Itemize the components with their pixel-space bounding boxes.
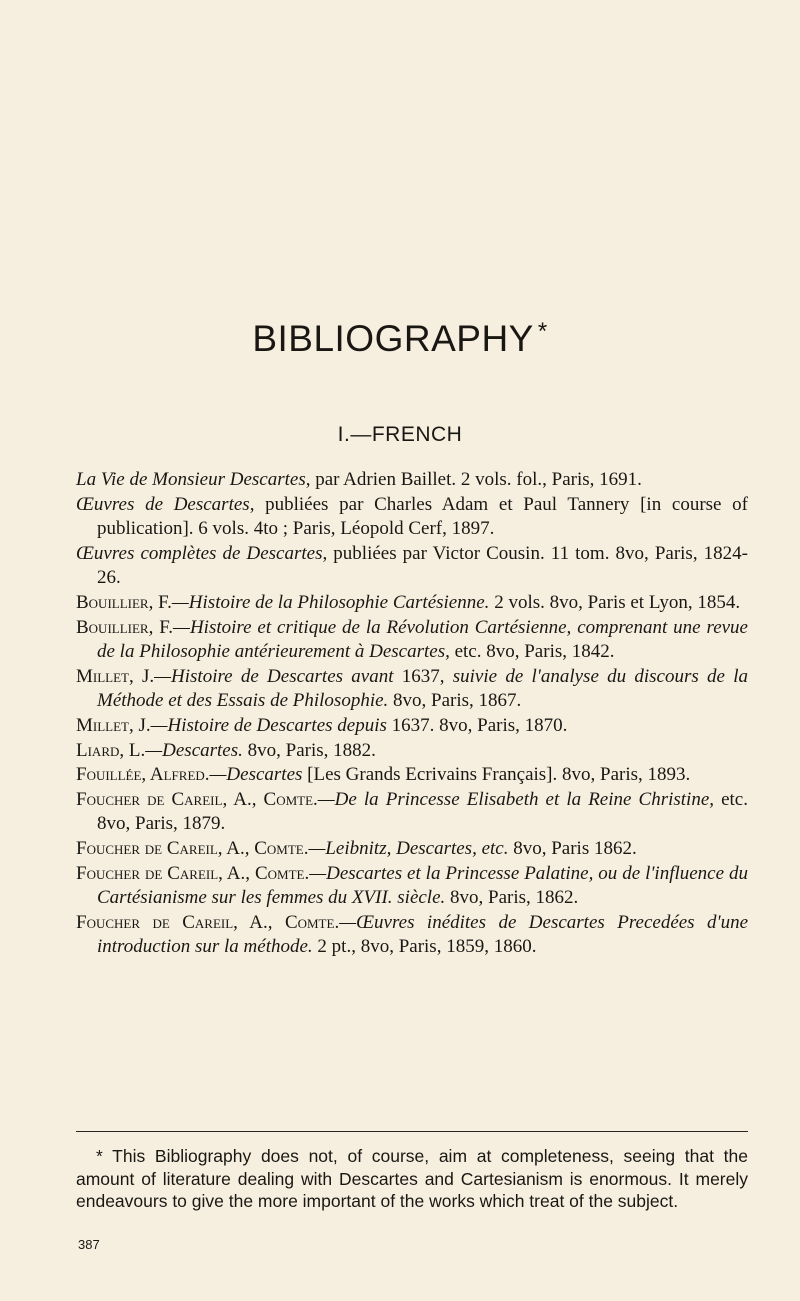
entry-title: —Descartes et la Princesse Palatine, ou de l'influence du Cartésianisme sur les femmes du XVII. siècle.: [97, 862, 748, 909]
bibliography-entry: [76, 665, 748, 714]
entry-details: 2 pt., 8vo, Paris, 1859, 1860.: [312, 936, 537, 958]
entry-details: , par Adrien Baillet. 2 vols. fol., Paris, 1691.: [305, 469, 642, 490]
footnote-marker: *: [537, 318, 548, 345]
footnote-divider: [76, 1131, 748, 1132]
entry-author: Foucher de Careil, A., Comte.: [76, 788, 318, 810]
entry-title: —De la Princesse Elisabeth et la Reine Christine,: [317, 788, 715, 810]
bibliography-entry: [76, 837, 748, 862]
entry-title: —Œuvres inédites de Descartes Precedées d'une introduction sur la méthode.: [97, 911, 749, 958]
entry-title: —Histoire de Descartes avant: [154, 665, 394, 687]
bibliography-entry: [76, 739, 748, 764]
bibliography-entry: [76, 542, 748, 591]
bibliography-entry: [76, 616, 748, 665]
entry-details: etc. 8vo, Paris, 1879.: [97, 788, 748, 835]
entry-details: 8vo, Paris, 1882.: [242, 739, 376, 761]
bibliography-entry: [76, 714, 748, 739]
entry-title: Œuvres de Descartes: [76, 493, 250, 515]
bibliography-entry: [76, 763, 748, 788]
bibliography-entry: [76, 493, 748, 542]
entry-author: Liard, L.: [76, 739, 146, 761]
entry-author: Millet, J.: [76, 665, 155, 687]
entry-details: etc. 8vo, Paris, 1842.: [449, 641, 615, 663]
bibliography-entry: [76, 591, 748, 616]
bibliography-entry: [76, 862, 748, 911]
entry-title: Œuvres complètes de Descartes: [76, 542, 323, 564]
entry-title: —Descartes.: [145, 739, 243, 761]
entry-author: Bouillier, F.: [76, 616, 174, 638]
footnote-text: * This Bibliography does not, of course, aim at completeness, seeing that the amount of literature dealing with Descartes and Cartesianism is enormous. It merely endeavours to give the more important of the works which treat of the subject.: [76, 1146, 748, 1211]
entry-title: —Histoire de la Philosophie Cartésienne.: [171, 591, 490, 613]
entry-title-continued: suivie de l'analyse du discours de la Méthode et des Essais de Philosophie.: [97, 665, 748, 712]
entry-author: Millet, J.: [76, 714, 151, 736]
entry-title: La Vie de Monsieur Descartes: [76, 469, 306, 490]
entry-author: Fouillée, Alfred.: [76, 764, 210, 786]
section-heading: I.—FRENCH: [337, 423, 463, 446]
entry-details: 8vo, Paris 1862.: [508, 837, 637, 859]
entry-details: [Les Grands Ecrivains Français]. 8vo, Paris, 1893.: [302, 764, 691, 786]
title-text: BIBLIOGRAPHY: [252, 318, 534, 359]
entry-title: —Histoire de Descartes depuis: [150, 714, 387, 736]
bibliography-list: [76, 468, 748, 960]
entry-title: —Descartes: [209, 764, 303, 786]
bibliography-entry: [76, 788, 748, 837]
entry-details: 1637. 8vo, Paris, 1870.: [386, 714, 568, 736]
entry-title: —Histoire et critique de la Révolution Cartésienne, comprenant une revue de la Philosophie antérieurement à Descartes,: [97, 616, 748, 663]
entry-details: 2 vols. 8vo, Paris et Lyon, 1854.: [489, 591, 741, 613]
entry-author: Bouillier, F.: [76, 591, 172, 613]
entry-details: , publiées par Victor Cousin. 11 tom. 8vo, Paris, 1824-26.: [97, 542, 748, 589]
page-number: 387: [78, 1237, 100, 1252]
entry-details: 8vo, Paris, 1862.: [445, 887, 579, 909]
footnote: [76, 1145, 748, 1213]
bibliography-entry: [76, 911, 748, 960]
entry-author: Foucher de Careil, A., Comte.: [76, 911, 340, 933]
bibliography-entry: [76, 468, 748, 493]
entry-details: , publiées par Charles Adam et Paul Tannery [in course of publication]. 6 vols. 4to ; Paris, Léopold Cerf, 1897.: [97, 493, 748, 540]
entry-details-continued: 8vo, Paris, 1867.: [388, 690, 522, 712]
entry-author: Foucher de Careil, A., Comte.: [76, 862, 310, 884]
entry-title: —Leibnitz, Descartes, etc.: [308, 837, 509, 859]
page-title: [0, 318, 800, 360]
entry-author: Foucher de Careil, A., Comte.: [76, 837, 309, 859]
entry-details: 1637,: [393, 665, 453, 687]
